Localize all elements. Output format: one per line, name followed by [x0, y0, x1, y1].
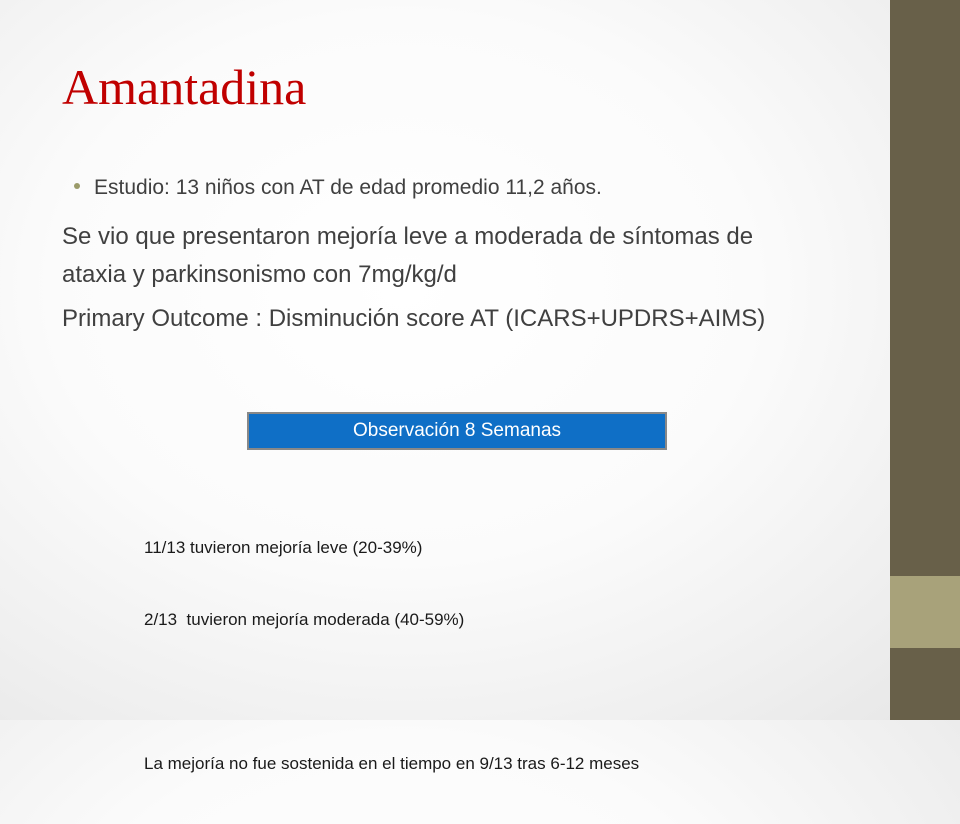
observation-banner-label: Observación 8 Semanas — [352, 420, 562, 441]
observation-banner — [247, 412, 667, 450]
findings-paragraph — [62, 218, 753, 294]
primary-outcome-paragraph: Primary Outcome : Disminución score AT (ICARS+UPDRS+AIMS) — [62, 305, 766, 332]
bullet-item — [74, 176, 602, 200]
findings-line-2: ataxia y parkinsonismo con 7mg/kg/d — [62, 261, 457, 288]
result-line-sustained: La mejoría no fue sostenida en el tiempo en 9/13 tras 6-12 meses — [144, 754, 640, 773]
bullet-text: Estudio: 13 niños con AT de edad promedio 11,2 años. — [94, 176, 602, 199]
sidebar-band-bottom — [890, 648, 960, 720]
findings-line-1: Se vio que presentaron mejoría leve a moderada de síntomas de — [62, 223, 754, 250]
sidebar-band-top — [890, 0, 960, 576]
results-spacer — [144, 680, 639, 704]
slide-title: Amantadina — [62, 59, 307, 115]
result-line-mild: 11/13 tuvieron mejoría leve (20-39%) — [144, 538, 423, 557]
decorative-sidebar — [890, 0, 960, 720]
sidebar-band-middle — [890, 576, 960, 648]
result-line-moderate: 2/13 tuvieron mejoría moderada (40-59%) — [144, 610, 465, 629]
bullet-dot-icon — [74, 183, 80, 189]
results-block — [144, 488, 639, 824]
